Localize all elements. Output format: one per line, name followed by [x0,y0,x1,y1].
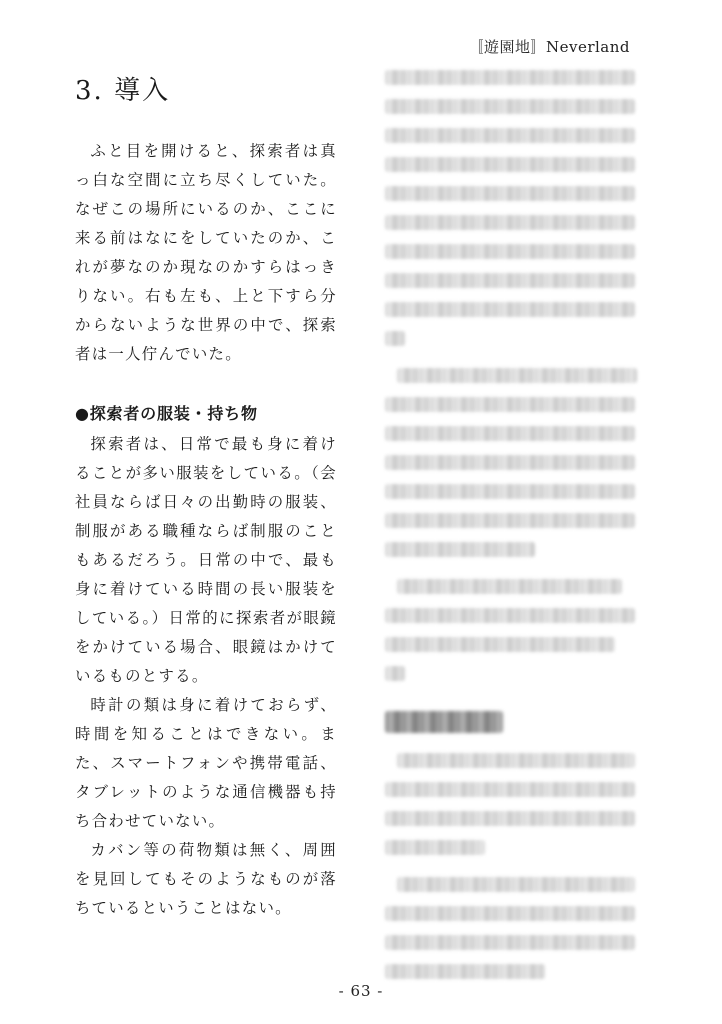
blurred-text-line [385,513,635,528]
blurred-text-line [385,186,635,201]
blurred-text-line [385,840,485,855]
blurred-text-line [385,215,635,230]
blurred-text-line [385,70,635,85]
blurred-text-line [385,426,635,441]
blurred-text-line [385,397,635,412]
blurred-text-line [397,579,622,594]
blurred-text-line [385,782,635,797]
blurred-text-line [385,608,635,623]
blurred-text-line [385,128,635,143]
blurred-text-line [397,753,635,768]
blurred-text-block [385,579,640,681]
blurred-text-line [385,99,635,114]
clothing-paragraph-3: カバン等の荷物類は無く、周囲を見回してもそのようなものが落ちているということはない。 [75,841,337,917]
section-title: 3. 導入 [75,76,171,106]
blurred-text-line [385,964,545,979]
blurred-text-line [385,637,615,652]
blurred-text-block [385,877,640,979]
blurred-text-line [385,273,635,288]
blurred-text-line [385,542,535,557]
blurred-text-line [385,666,405,681]
running-header: 〚遊園地〛Neverland [468,38,630,56]
blurred-text-line [397,368,637,383]
blurred-text-line [385,302,635,317]
clothing-paragraph-2: 時計の類は身に着けておらず、時間を知ることはできない。また、スマートフォンや携帯電話、タブレットのような通信機器も持ち合わせていない。 [75,696,337,830]
blurred-text-line [385,935,635,950]
blurred-text-line [385,331,405,346]
page-number: - 63 - [338,982,384,1000]
clothing-heading: ●探索者の服装・持ち物 [75,404,258,423]
blurred-text-block [385,70,640,346]
blurred-right-column [385,70,640,1001]
blurred-text-line [385,244,635,259]
blurred-text-block [385,368,640,557]
intro-paragraph: ふと目を開けると、探索者は真っ白な空間に立ち尽くしていた。なぜこの場所にいるのか、ここに来る前はなにをしていたのか、これが夢なのか現なのかすらはっきりない。右も左も、上と下すら分からないような世界の中で、探索者は一人佇んでいた。 [75,142,337,363]
blurred-text-line [385,906,635,921]
blurred-text-line [385,484,635,499]
blurred-text-block [385,753,640,855]
blurred-text-line [385,811,635,826]
left-column [75,70,337,923]
blurred-text-line [397,877,635,892]
blurred-text-line [385,455,635,470]
blurred-text-line [385,157,635,172]
blurred-subheading [385,711,503,733]
clothing-paragraph-1: 探索者は、日常で最も身に着けることが多い服装をしている。（会社員ならば日々の出勤時の服装、制服がある職種ならば制服のこともあるだろう。日常の中で、最も身に着けている時間の長い服装をしている。）日常的に探索者が眼鏡をかけている場合、眼鏡はかけているものとする。 [75,435,337,685]
